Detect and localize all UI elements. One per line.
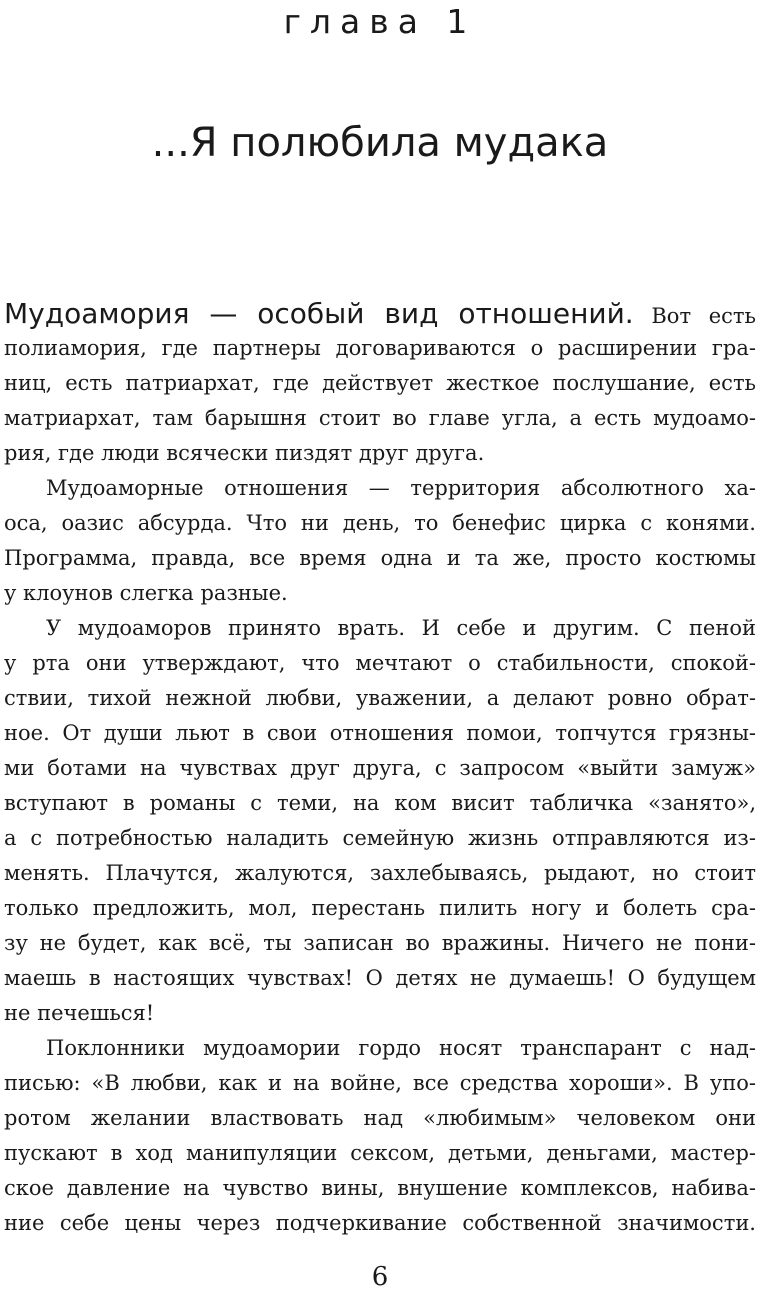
text-line bbox=[4, 296, 756, 331]
text-line: ротом желании властвовать над «любимым» человеком они bbox=[4, 1106, 756, 1130]
text-line: оса, оазис абсурда. Что ни день, то бенефис цирка с конями. bbox=[4, 511, 756, 535]
text-line: полиамория, где партнеры договариваются о расширении гра- bbox=[4, 336, 756, 360]
text-line: маешь в настоящих чувствах! О детях не думаешь! О будущем bbox=[4, 966, 756, 990]
text-line: матриархат, там барышня стоит во главе угла, а есть мудоамо- bbox=[4, 406, 756, 430]
text-line: ние себе цены через подчеркивание собственной значимости. bbox=[4, 1211, 756, 1235]
text-line: ми ботами на чувствах друг друга, с запросом «выйти замуж» bbox=[4, 756, 756, 780]
text-line: рия, где люди всячески пиздят друг друга. bbox=[4, 441, 485, 465]
lead-continuation: Вот есть bbox=[651, 304, 756, 328]
text-line: вступают в романы с теми, на ком висит табличка «занято», bbox=[4, 791, 756, 815]
text-line: Поклонники мудоамории гордо носят транспарант с над- bbox=[46, 1036, 756, 1060]
text-line: не печешься! bbox=[4, 1001, 155, 1025]
text-line: у рта они утверждают, что мечтают о стабильности, спокой- bbox=[4, 651, 756, 675]
text-line: Мудоаморные отношения — территория абсолютного ха- bbox=[46, 476, 756, 500]
text-line: у клоунов слегка разные. bbox=[4, 581, 288, 605]
body-text bbox=[4, 296, 756, 1241]
page-number: 6 bbox=[371, 1262, 389, 1292]
text-line: пускают в ход манипуляции сексом, детьми, деньгами, мастер- bbox=[4, 1141, 756, 1165]
text-line: У мудоаморов принято врать. И себе и другим. С пеной bbox=[46, 616, 756, 640]
text-line: Программа, правда, все время одна и та же, просто костюмы bbox=[4, 546, 756, 570]
text-line: только предложить, мол, перестань пилить ногу и болеть сра- bbox=[4, 896, 756, 920]
text-line: менять. Плачутся, жалуются, захлебываясь, рыдают, но стоит bbox=[4, 861, 756, 885]
chapter-title: ...Я полюбила мудака bbox=[151, 120, 609, 166]
text-line: ниц, есть патриархат, где действует жесткое послушание, есть bbox=[4, 371, 756, 395]
text-line: зу не будет, как всё, ты записан во вражины. Ничего не пони- bbox=[4, 931, 756, 955]
chapter-label: глава 1 bbox=[283, 2, 477, 41]
text-line: писью: «В любви, как и на войне, все средства хороши». В упо- bbox=[4, 1071, 756, 1095]
text-line: ствии, тихой нежной любви, уважении, а делают ровно обрат- bbox=[4, 686, 756, 710]
lead-phrase: Мудоамория — особый вид отношений. bbox=[4, 297, 634, 330]
text-line: ское давление на чувство вины, внушение комплексов, набива- bbox=[4, 1176, 756, 1200]
text-line: ное. От души льют в свои отношения помои, топчутся грязны- bbox=[4, 721, 756, 745]
text-line: а с потребностью наладить семейную жизнь отправляются из- bbox=[4, 826, 756, 850]
